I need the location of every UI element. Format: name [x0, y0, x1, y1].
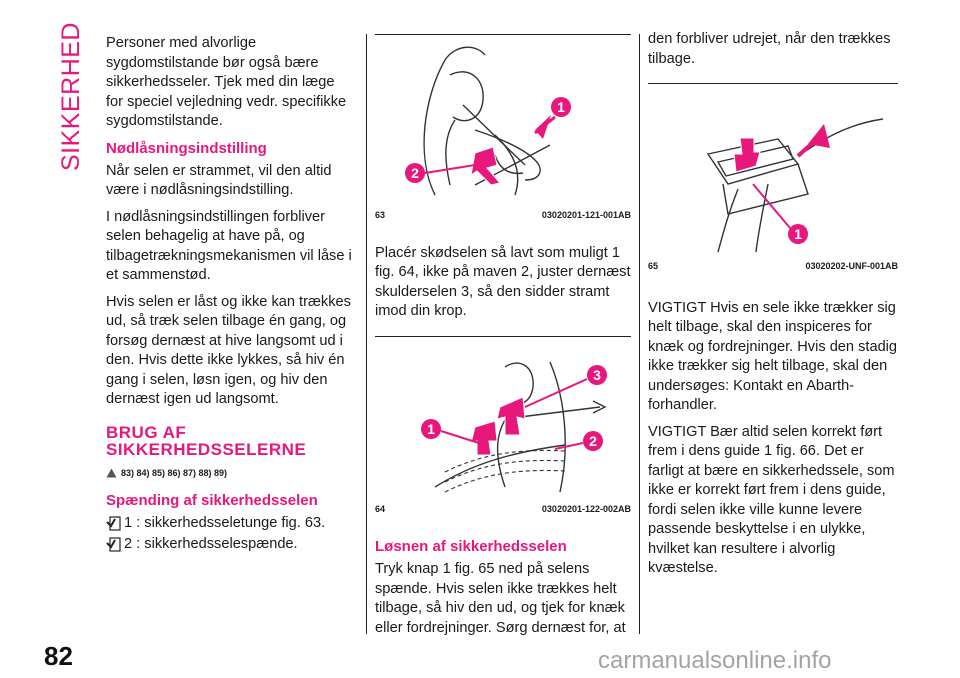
figure-number: 65 — [648, 261, 659, 271]
figure-63 — [375, 34, 631, 203]
warning-references — [106, 464, 354, 484]
list-item — [106, 535, 354, 555]
section-heading-line1: BRUG AF — [106, 422, 187, 442]
figure-code: 03020201-122-002AB — [541, 503, 631, 514]
callout-1: 1 — [557, 99, 565, 115]
figure-65 — [648, 83, 898, 254]
release-heading: Løsnen af sikkerhedsselen — [375, 538, 567, 555]
warning-triangle-icon — [106, 468, 117, 478]
figure-64 — [375, 336, 631, 497]
lock-paragraph-2: I nødlåsningsindstillingen forbliver selen behagelig at have på, og tilbagetrækningsmekanismen vil låse i et sammenstød. — [106, 208, 352, 283]
fastening-heading: Spænding af sikkerhedsselen — [106, 492, 318, 509]
list-item — [106, 514, 354, 534]
lap-belt-illustration — [375, 337, 631, 497]
callout-3: 3 — [593, 366, 601, 383]
text-column-1 — [106, 34, 354, 555]
callout-1: 1 — [794, 226, 802, 242]
callout-2: 2 — [589, 432, 597, 449]
reference-numbers: 83) 84) 85) 86) 87) 88) 89) — [121, 467, 228, 478]
checkbox-icon — [106, 537, 121, 552]
column-divider-2 — [639, 34, 640, 634]
figure-code: 03020202-UNF-001AB — [805, 261, 898, 271]
chapter-tab-label: SIKKERHED — [56, 21, 85, 171]
text-column-2 — [375, 34, 631, 645]
section-heading — [106, 424, 354, 458]
list-item-text: 1 : sikkerhedsseletunge fig. 63. — [124, 515, 326, 531]
column-divider-1 — [366, 34, 367, 634]
warning-paragraph-2: VIGTIGT Bær altid selen korrekt ført frem i dens guide 1 fig. 66. Det er farligt at bære en sikkerhedssele, som ikke er korrekt ført frem i dens guide, fordi selen ikke ville kunne levere passende beskyttelse i en ulykke, hvilket kan resultere i alvorlig kvæstelse. — [648, 423, 895, 576]
section-heading-line2: SIKKERHEDSSELERNE — [106, 439, 307, 459]
intro-paragraph: Personer med alvorlige sygdomstilstande bør også bære sikkerhedsseler. Tjek med din læge for speciel vejledning vedr. specifikke sygdomstilstande. — [106, 35, 347, 129]
figure-number: 64 — [375, 503, 386, 514]
figure-63-caption — [375, 206, 631, 226]
text-column-3 — [648, 30, 898, 586]
release-paragraph: Tryk knap 1 fig. 65 ned på selens spænde. Hvis selen ikke trækkes helt tilbage, så hiv den ud, og tjek for knæk eller fordrejninger. Sørg dernæst for, at — [375, 561, 626, 636]
lock-paragraph-1: Når selen er strammet, vil den altid være i nødlåsningsindstilling. — [106, 162, 332, 198]
figure-64-caption — [375, 500, 631, 520]
page-number: 82 — [44, 641, 73, 671]
callout-2: 2 — [411, 165, 419, 181]
placement-paragraph: Placér skødselen så lavt som muligt 1 fig. 64, ikke på maven 2, juster dernæst skulderselen 3, så den sidder stramt imod din krop. — [375, 244, 631, 319]
checkbox-icon — [106, 516, 121, 531]
chapter-side-tab — [56, 21, 86, 171]
emergency-lock-heading: Nødlåsningsindstilling — [106, 139, 267, 157]
figure-number: 63 — [375, 210, 386, 220]
list-item-text: 2 : sikkerhedsselespænde. — [124, 535, 298, 552]
watermark: carmanualsonline.info — [598, 647, 832, 674]
figure-code: 03020201-121-001AB — [541, 210, 631, 220]
continuation-paragraph: den forbliver udrejet, når den trækkes tilbage. — [648, 31, 891, 67]
figure-65-caption — [648, 257, 898, 277]
seatbelt-tongue-illustration — [375, 35, 631, 203]
belt-guide-illustration — [648, 84, 898, 254]
warning-paragraph-1: VIGTIGT Hvis en sele ikke trækker sig helt tilbage, skal den inspiceres for knæk og fordrejninger. Hvis den stadig ikke trækker sig helt tilbage, skal den undersøges: Kontakt en Abarth-forhandler. — [648, 299, 898, 413]
lock-paragraph-3: Hvis selen er låst og ikke kan trækkes ud, så træk selen tilbage én gang, og forsøg dernæst at hive langsomt ud i den. Hvis dette ikke lykkes, så hiv én gang i selen, løsn igen, og hiv den dernæst igen ud langsomt. — [106, 293, 351, 407]
callout-1: 1 — [427, 420, 435, 437]
